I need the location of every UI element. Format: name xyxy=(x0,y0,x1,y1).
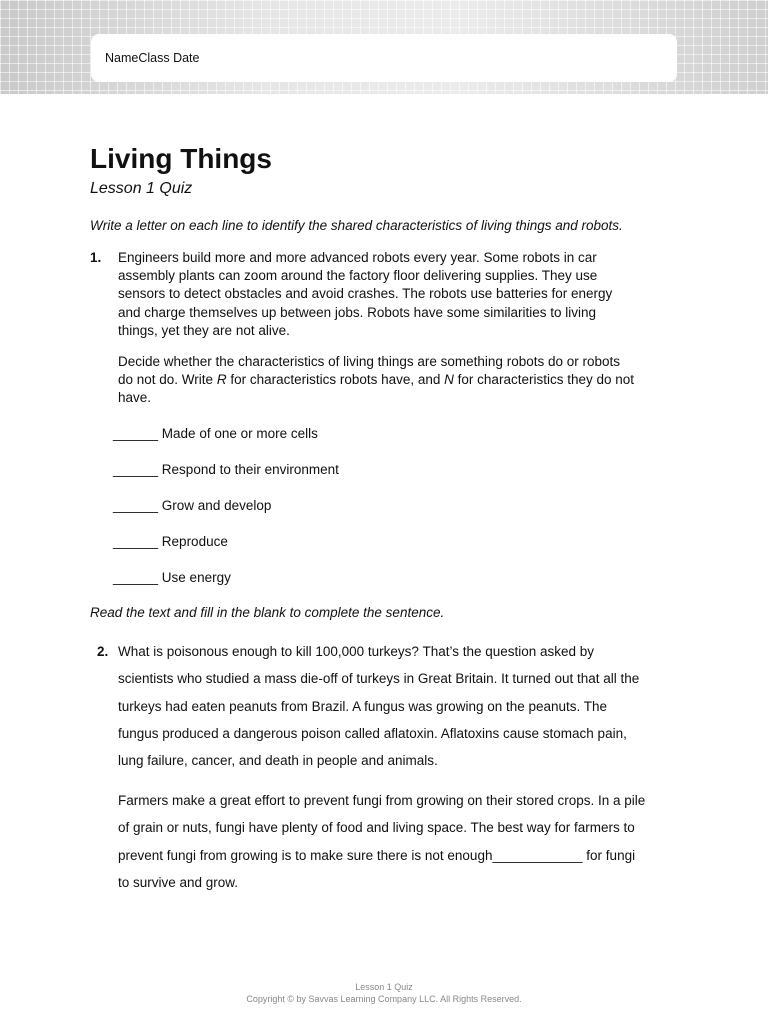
answer-item-energy: ______ Use energy xyxy=(113,570,231,585)
question2-passage: What is poisonous enough to kill 100,000 turkeys? That’s the question asked by scientists who studied a mass die-off of turkeys in Great Britain. It turned out that all the turkeys had eaten peanuts from Brazil. A fungus was growing on the peanuts. The fungus produced a dangerous poison called aflatoxin. Aflatoxins cause stomach pain, lung failure, cancer, and death in people and animals. xyxy=(118,644,640,769)
name-class-date-label: NameClass Date xyxy=(105,51,200,65)
answer-item-reproduce: ______ Reproduce xyxy=(113,534,228,549)
question1-number: 1. xyxy=(90,250,102,265)
answer-item-environment: ______ Respond to their environment xyxy=(113,462,339,477)
question2-number: 2. xyxy=(97,644,109,659)
footer-lesson: Lesson 1 Quiz xyxy=(355,982,413,992)
answer-item-cells: ______ Made of one or more cells xyxy=(113,426,318,441)
page-subtitle: Lesson 1 Quiz xyxy=(90,180,193,197)
question1-passage: Engineers build more and more advanced robots every year. Some robots in car assembly plants can zoom around the factory floor delivering supplies. They use sensors to detect obstacles and avoid crashes. The robots use batteries for energy and charge themselves up between jobs. Robots have some similarities to living things, yet they are not alive. xyxy=(118,250,613,338)
section1-instruction: Write a letter on each line to identify the shared characteristics of living things and robots. xyxy=(90,218,623,233)
question1-direction: Decide whether the characteristics of living things are something robots do or robots do not do. Write R for characteristics robots have, and N for characteristics they do not have. xyxy=(118,354,635,406)
question2-passage2: Farmers make a great effort to prevent fungi from growing on their stored crops. In a pile of grain or nuts, fungi have plenty of food and living space. The best way for farmers to prevent fungi from growing is to make sure there is not enough____________ for fungi to survive and grow. xyxy=(118,793,646,890)
section2-instruction: Read the text and fill in the blank to complete the sentence. xyxy=(90,605,445,620)
page-title: Living Things xyxy=(90,143,272,174)
name-class-date-box xyxy=(91,34,677,82)
answer-item-grow: ______ Grow and develop xyxy=(113,498,272,513)
footer-copyright: Copyright © by Savvas Learning Company LLC. All Rights Reserved. xyxy=(246,994,522,1004)
